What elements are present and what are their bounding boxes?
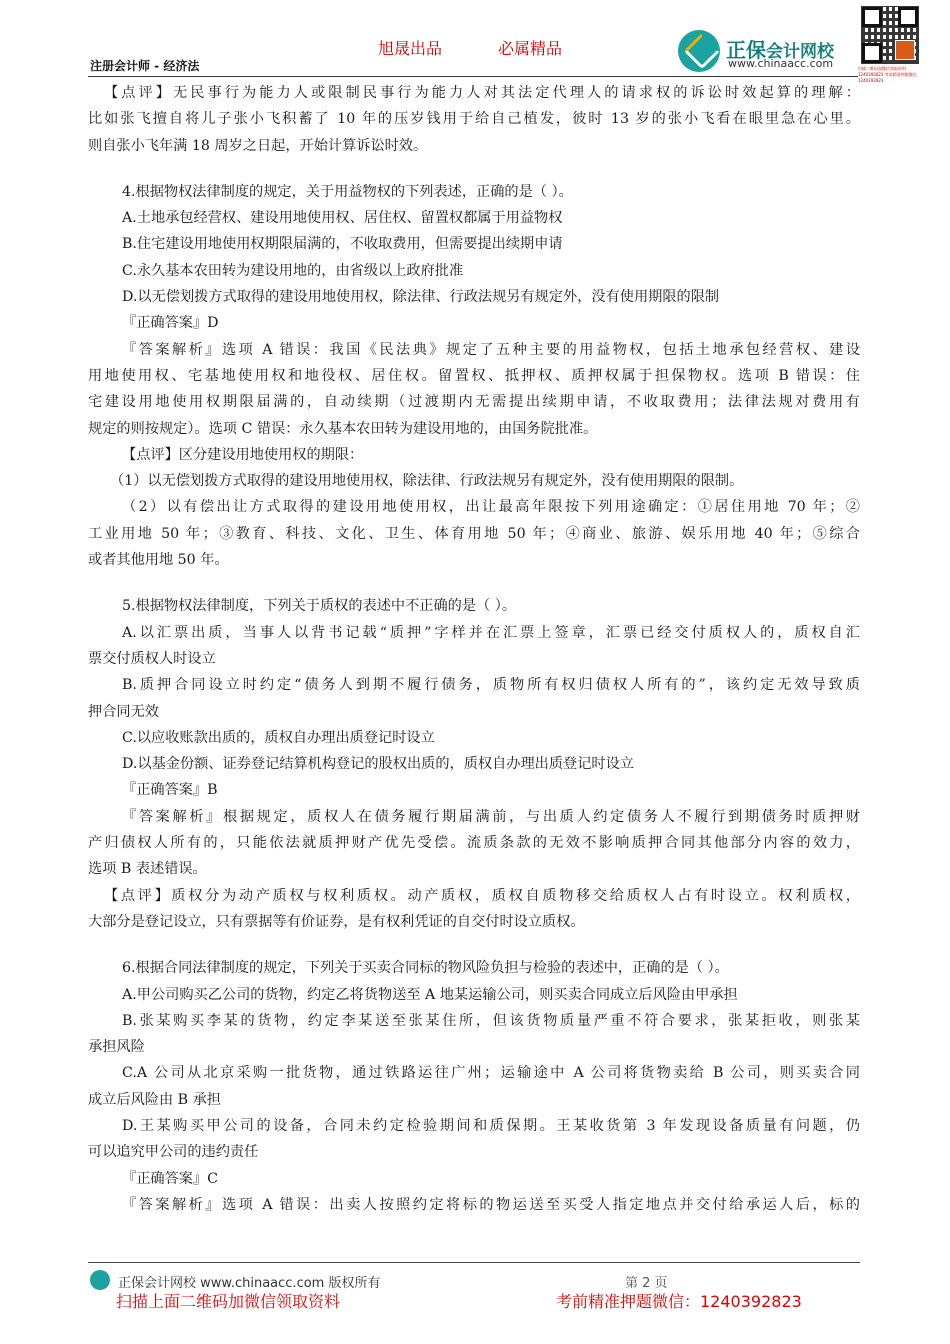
comment-line: 工业用地 50 年；③教育、科技、文化、卫生、体育用地 50 年；④商业、旅游、娱乐用地 40 年；⑤综合 bbox=[88, 525, 860, 542]
option-line: A.甲公司购买乙公司的货物，约定乙将货物送至 A 地某运输公司，则买卖合同成立后风险由甲承担 bbox=[122, 986, 738, 1003]
logo-name-main: 正保 bbox=[726, 38, 766, 62]
answer-analysis: 宅建设用地使用权期限届满的，自动续期（过渡期内无需提出续期申请，不收取费用；法律法规对费用有 bbox=[88, 394, 860, 411]
text-line: 则自张小飞年满 18 周岁之日起，开始计算诉讼时效。 bbox=[88, 137, 428, 154]
qr-badge-icon bbox=[895, 40, 915, 60]
option-line: 押合同无效 bbox=[88, 703, 159, 720]
option-line: 票交付质权人时设立 bbox=[88, 650, 216, 667]
answer-analysis: 『答案解析』选项 A 错误：出卖人按照约定将标的物运送至买受人指定地点并交付给承运人后，标的 bbox=[122, 1196, 860, 1213]
option-line: 成立后风险由 B 承担 bbox=[88, 1091, 221, 1108]
option-line: C.以应收账款出质的，质权自办理出质登记时设立 bbox=[122, 729, 435, 746]
header-subtitle: 注册会计师 - 经济法 bbox=[90, 59, 200, 73]
logo-mark-icon bbox=[678, 30, 720, 72]
promo-right: 考前精准押题微信：1240392823 bbox=[556, 1292, 802, 1311]
correct-answer: 『正确答案』B bbox=[122, 782, 218, 799]
text-line: 【点评】无民事行为能力人或限制民事行为能力人对其法定代理人的请求权的诉讼时效起算的理解： bbox=[104, 85, 860, 101]
answer-analysis: 产归债权人所有的，只能依法就质押财产优先受偿。流质条款的无效不影响质押合同其他部分内容的效力， bbox=[88, 835, 860, 852]
option-line: B.住宅建设用地使用权期限届满的，不收取费用，但需要提出续期申请 bbox=[122, 236, 563, 253]
header-slogan-left: 旭晟出品 bbox=[378, 39, 443, 58]
option-line: D.王某购买甲公司的设备，合同未约定检验期间和质保期。王某收货第 3 年发现设备质量有问题，仍 bbox=[122, 1117, 860, 1134]
correct-answer: 『正确答案』D bbox=[122, 315, 219, 332]
option-line: D.以基金份额、证券登记结算机构登记的股权出质的，质权自办理出质登记时设立 bbox=[122, 756, 634, 773]
question-stem: 6.根据合同法律制度的规定，下列关于买卖合同标的物风险负担与检验的表述中，正确的是（ ）。 bbox=[122, 960, 729, 977]
option-line: D.以无偿划拨方式取得的建设用地使用权，除法律、行政法规另有规定外，没有使用期限的限制 bbox=[122, 289, 720, 306]
option-line: A.以汇票出质，当事人以背书记载“质押”字样并在汇票上签章，汇票已经交付质权人的，质权自汇 bbox=[122, 624, 860, 641]
page-number: 第 2 页 bbox=[625, 1276, 668, 1291]
answer-analysis: 用地使用权、宅基地使用权和地役权、居住权。留置权、抵押权、质押权属于担保物权。选项 B 错误：住 bbox=[88, 367, 860, 384]
option-line: B.张某购买李某的货物，约定李某送至张某住所，但该货物质量严重不符合要求，张某拒收，则张某 bbox=[122, 1012, 860, 1029]
promo-left: 扫描上面二维码加微信领取资料 bbox=[116, 1292, 341, 1311]
chinaacc-logo[interactable] bbox=[678, 30, 858, 74]
qr-finder-bottom-left bbox=[862, 43, 882, 63]
option-line: B.质押合同设立时约定“债务人到期不履行债务，质物所有权归债权人所有的”，该约定无效导致质 bbox=[122, 677, 860, 694]
comment-line: （2）以有偿出让方式取得的建设用地使用权，出让最高年限按下列用途确定：①居住用地 70 年；② bbox=[122, 499, 860, 516]
comment-line: （1）以无偿划拨方式取得的建设用地使用权，除法律、行政法规另有规定外，没有使用期限的限制。 bbox=[110, 473, 744, 490]
text-line: 比如张飞擅自将儿子张小飞积蓄了 10 年的压岁钱用于给自己植发，彼时 13 岁的张小飞看在眼里急在心里。 bbox=[88, 111, 860, 128]
answer-analysis: 『答案解析』选项 A 错误：我国《民法典》规定了五种主要的用益物权，包括土地承包经营权、建设 bbox=[122, 341, 860, 358]
correct-answer: 『正确答案』C bbox=[122, 1170, 218, 1187]
option-line: 可以追究甲公司的违约责任 bbox=[88, 1144, 259, 1161]
answer-analysis: 规定的则按规定）。选项 C 错误：永久基本农田转为建设用地的，由国务院批准。 bbox=[88, 420, 598, 437]
footer-copyright[interactable]: 正保会计网校 www.chinaacc.com 版权所有 bbox=[118, 1276, 381, 1291]
spacer bbox=[88, 935, 860, 955]
option-line: A.土地承包经营权、建设用地使用权、居住权、留置权都属于用益物权 bbox=[122, 210, 563, 227]
option-line: C.永久基本农田转为建设用地的，由省级以上政府批准 bbox=[122, 262, 464, 279]
logo-url: www.chinaacc.com bbox=[728, 57, 834, 70]
comment-line: 【点评】质权分为动产质权与权利质权。动产质权，质权自质物移交给质权人占有时设立。权利质权， bbox=[104, 887, 860, 904]
option-line: 承担风险 bbox=[88, 1039, 145, 1056]
question-stem: 4.根据物权法律制度的规定，关于用益物权的下列表述，正确的是（ ）。 bbox=[122, 183, 573, 200]
comment-heading: 【点评】区分建设用地使用权的期限： bbox=[122, 446, 364, 463]
answer-analysis: 选项 B 表述错误。 bbox=[88, 861, 207, 878]
question-stem: 5.根据物权法律制度，下列关于质权的表述中不正确的是（ ）。 bbox=[122, 598, 517, 615]
qr-note: 扫描二维码加微信领取资料 1240392823 考前精准押题微信 1240392823 bbox=[858, 66, 917, 83]
header-divider bbox=[88, 76, 858, 77]
logo-name-rest: 会计网校 bbox=[766, 42, 834, 62]
spacer bbox=[88, 159, 860, 179]
document-body bbox=[88, 80, 860, 1218]
footer-divider bbox=[88, 1262, 860, 1263]
qr-finder-top-left bbox=[862, 7, 882, 27]
spacer bbox=[88, 573, 860, 593]
qr-finder-top-right bbox=[898, 7, 918, 27]
option-line: C.A 公司从北京采购一批货物，通过铁路运往广州；运输途中 A 公司将货物卖给 B 公司，则买卖合同 bbox=[122, 1065, 860, 1082]
comment-line: 大部分是登记设立，只有票据等有价证券，是有权利凭证的自交付时设立质权。 bbox=[88, 913, 585, 930]
answer-analysis: 『答案解析』根据规定，质权人在债务履行期届满前，与出质人约定债务人不履行到期债务时质押财 bbox=[122, 808, 860, 825]
comment-line: 或者其他用地 50 年。 bbox=[88, 552, 229, 569]
footer-logo-icon bbox=[90, 1270, 110, 1290]
header-slogan-right: 必属精品 bbox=[498, 39, 563, 58]
